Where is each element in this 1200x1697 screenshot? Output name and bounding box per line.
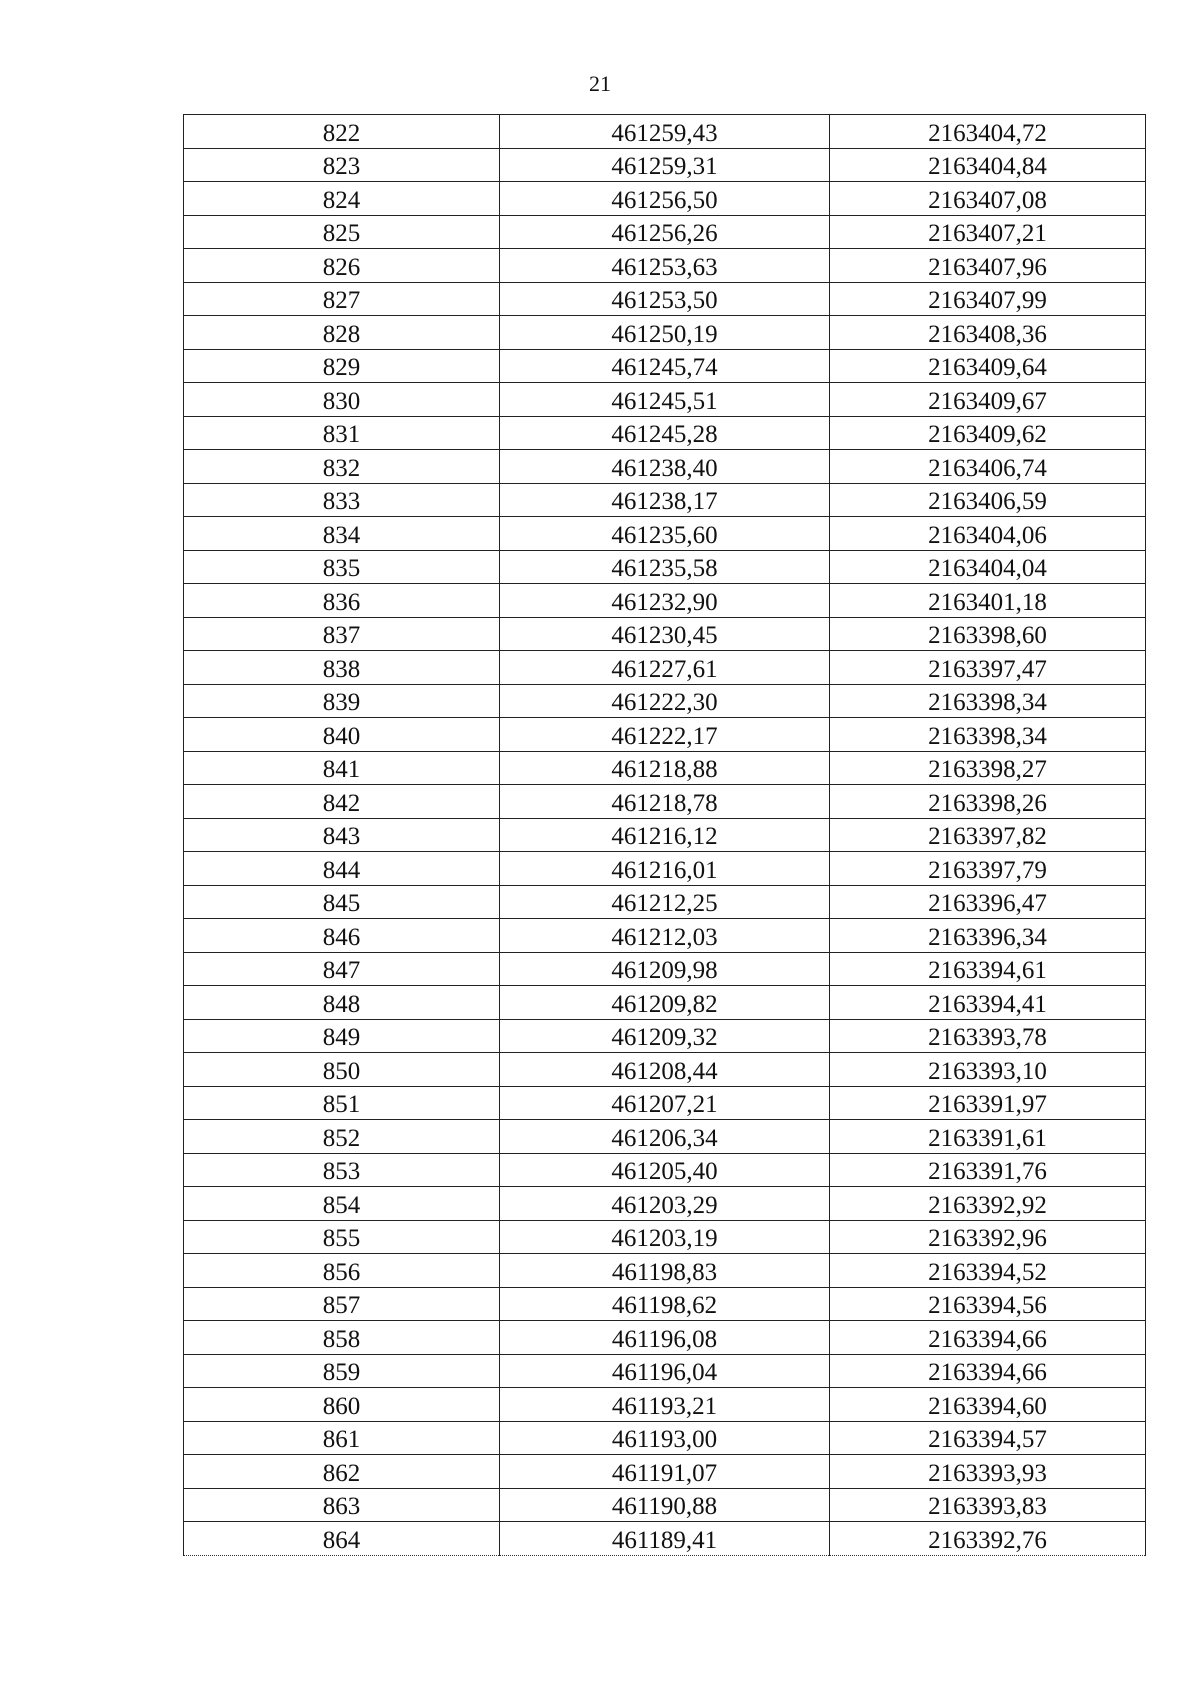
table-row bbox=[184, 182, 1146, 216]
point-number-cell: 824 bbox=[184, 182, 500, 216]
coordinates-table-body bbox=[184, 115, 1146, 1556]
table-row bbox=[184, 416, 1146, 450]
point-number-cell: 832 bbox=[184, 450, 500, 484]
x-coordinate-cell: 461196,08 bbox=[500, 1321, 830, 1355]
x-coordinate-cell: 461238,40 bbox=[500, 450, 830, 484]
page-number: 21 bbox=[589, 71, 611, 96]
point-number-cell: 861 bbox=[184, 1421, 500, 1455]
y-coordinate-cell: 2163397,82 bbox=[830, 818, 1146, 852]
table-row bbox=[184, 852, 1146, 886]
table-row bbox=[184, 651, 1146, 685]
y-coordinate-cell: 2163394,61 bbox=[830, 952, 1146, 986]
point-number-cell: 857 bbox=[184, 1287, 500, 1321]
point-number-cell: 850 bbox=[184, 1053, 500, 1087]
table-row bbox=[184, 1287, 1146, 1321]
table-row bbox=[184, 1254, 1146, 1288]
point-number-cell: 854 bbox=[184, 1187, 500, 1221]
table-row bbox=[184, 1488, 1146, 1522]
x-coordinate-cell: 461232,90 bbox=[500, 584, 830, 618]
point-number-cell: 836 bbox=[184, 584, 500, 618]
y-coordinate-cell: 2163393,83 bbox=[830, 1488, 1146, 1522]
point-number-cell: 829 bbox=[184, 349, 500, 383]
x-coordinate-cell: 461216,01 bbox=[500, 852, 830, 886]
y-coordinate-cell: 2163409,67 bbox=[830, 383, 1146, 417]
y-coordinate-cell: 2163406,59 bbox=[830, 483, 1146, 517]
x-coordinate-cell: 461203,19 bbox=[500, 1220, 830, 1254]
point-number-cell: 843 bbox=[184, 818, 500, 852]
y-coordinate-cell: 2163393,78 bbox=[830, 1019, 1146, 1053]
table-row bbox=[184, 919, 1146, 953]
y-coordinate-cell: 2163398,34 bbox=[830, 718, 1146, 752]
table-row bbox=[184, 1388, 1146, 1422]
x-coordinate-cell: 461253,63 bbox=[500, 249, 830, 283]
point-number-cell: 835 bbox=[184, 550, 500, 584]
table-row bbox=[184, 1220, 1146, 1254]
y-coordinate-cell: 2163393,10 bbox=[830, 1053, 1146, 1087]
table-row bbox=[184, 952, 1146, 986]
y-coordinate-cell: 2163407,08 bbox=[830, 182, 1146, 216]
y-coordinate-cell: 2163394,56 bbox=[830, 1287, 1146, 1321]
y-coordinate-cell: 2163392,96 bbox=[830, 1220, 1146, 1254]
table-row bbox=[184, 1019, 1146, 1053]
y-coordinate-cell: 2163391,76 bbox=[830, 1153, 1146, 1187]
x-coordinate-cell: 461238,17 bbox=[500, 483, 830, 517]
y-coordinate-cell: 2163407,21 bbox=[830, 215, 1146, 249]
x-coordinate-cell: 461222,30 bbox=[500, 684, 830, 718]
table-row bbox=[184, 282, 1146, 316]
y-coordinate-cell: 2163408,36 bbox=[830, 316, 1146, 350]
table-row bbox=[184, 718, 1146, 752]
table-row bbox=[184, 1321, 1146, 1355]
table-row bbox=[184, 1354, 1146, 1388]
y-coordinate-cell: 2163396,34 bbox=[830, 919, 1146, 953]
x-coordinate-cell: 461222,17 bbox=[500, 718, 830, 752]
x-coordinate-cell: 461259,43 bbox=[500, 115, 830, 149]
x-coordinate-cell: 461245,74 bbox=[500, 349, 830, 383]
x-coordinate-cell: 461209,32 bbox=[500, 1019, 830, 1053]
x-coordinate-cell: 461259,31 bbox=[500, 148, 830, 182]
point-number-cell: 849 bbox=[184, 1019, 500, 1053]
x-coordinate-cell: 461227,61 bbox=[500, 651, 830, 685]
y-coordinate-cell: 2163394,66 bbox=[830, 1354, 1146, 1388]
point-number-cell: 822 bbox=[184, 115, 500, 149]
x-coordinate-cell: 461193,21 bbox=[500, 1388, 830, 1422]
table-row bbox=[184, 215, 1146, 249]
point-number-cell: 839 bbox=[184, 684, 500, 718]
table-row bbox=[184, 115, 1146, 149]
y-coordinate-cell: 2163394,60 bbox=[830, 1388, 1146, 1422]
x-coordinate-cell: 461206,34 bbox=[500, 1120, 830, 1154]
x-coordinate-cell: 461212,03 bbox=[500, 919, 830, 953]
point-number-cell: 827 bbox=[184, 282, 500, 316]
point-number-cell: 860 bbox=[184, 1388, 500, 1422]
table-row bbox=[184, 316, 1146, 350]
point-number-cell: 842 bbox=[184, 785, 500, 819]
point-number-cell: 834 bbox=[184, 517, 500, 551]
table-row bbox=[184, 1187, 1146, 1221]
point-number-cell: 831 bbox=[184, 416, 500, 450]
table-row bbox=[184, 1120, 1146, 1154]
table-row bbox=[184, 450, 1146, 484]
y-coordinate-cell: 2163397,79 bbox=[830, 852, 1146, 886]
table-row bbox=[184, 1086, 1146, 1120]
y-coordinate-cell: 2163398,34 bbox=[830, 684, 1146, 718]
y-coordinate-cell: 2163404,04 bbox=[830, 550, 1146, 584]
x-coordinate-cell: 461216,12 bbox=[500, 818, 830, 852]
point-number-cell: 864 bbox=[184, 1522, 500, 1556]
y-coordinate-cell: 2163409,62 bbox=[830, 416, 1146, 450]
x-coordinate-cell: 461235,58 bbox=[500, 550, 830, 584]
point-number-cell: 840 bbox=[184, 718, 500, 752]
x-coordinate-cell: 461207,21 bbox=[500, 1086, 830, 1120]
point-number-cell: 833 bbox=[184, 483, 500, 517]
table-row bbox=[184, 383, 1146, 417]
x-coordinate-cell: 461250,19 bbox=[500, 316, 830, 350]
y-coordinate-cell: 2163407,96 bbox=[830, 249, 1146, 283]
x-coordinate-cell: 461218,78 bbox=[500, 785, 830, 819]
x-coordinate-cell: 461190,88 bbox=[500, 1488, 830, 1522]
y-coordinate-cell: 2163394,57 bbox=[830, 1421, 1146, 1455]
y-coordinate-cell: 2163398,60 bbox=[830, 617, 1146, 651]
table-row bbox=[184, 785, 1146, 819]
table-row bbox=[184, 1153, 1146, 1187]
point-number-cell: 855 bbox=[184, 1220, 500, 1254]
coordinates-table bbox=[183, 114, 1146, 1556]
table-row bbox=[184, 684, 1146, 718]
point-number-cell: 859 bbox=[184, 1354, 500, 1388]
point-number-cell: 844 bbox=[184, 852, 500, 886]
y-coordinate-cell: 2163394,41 bbox=[830, 986, 1146, 1020]
y-coordinate-cell: 2163409,64 bbox=[830, 349, 1146, 383]
table-row bbox=[184, 148, 1146, 182]
x-coordinate-cell: 461198,83 bbox=[500, 1254, 830, 1288]
x-coordinate-cell: 461256,26 bbox=[500, 215, 830, 249]
table-row bbox=[184, 751, 1146, 785]
y-coordinate-cell: 2163393,93 bbox=[830, 1455, 1146, 1489]
y-coordinate-cell: 2163394,66 bbox=[830, 1321, 1146, 1355]
point-number-cell: 838 bbox=[184, 651, 500, 685]
point-number-cell: 858 bbox=[184, 1321, 500, 1355]
y-coordinate-cell: 2163401,18 bbox=[830, 584, 1146, 618]
table-row bbox=[184, 617, 1146, 651]
table-row bbox=[184, 986, 1146, 1020]
x-coordinate-cell: 461245,28 bbox=[500, 416, 830, 450]
table-row bbox=[184, 584, 1146, 618]
y-coordinate-cell: 2163394,52 bbox=[830, 1254, 1146, 1288]
point-number-cell: 837 bbox=[184, 617, 500, 651]
x-coordinate-cell: 461203,29 bbox=[500, 1187, 830, 1221]
point-number-cell: 848 bbox=[184, 986, 500, 1020]
x-coordinate-cell: 461209,82 bbox=[500, 986, 830, 1020]
point-number-cell: 853 bbox=[184, 1153, 500, 1187]
y-coordinate-cell: 2163391,61 bbox=[830, 1120, 1146, 1154]
y-coordinate-cell: 2163397,47 bbox=[830, 651, 1146, 685]
y-coordinate-cell: 2163392,92 bbox=[830, 1187, 1146, 1221]
x-coordinate-cell: 461235,60 bbox=[500, 517, 830, 551]
x-coordinate-cell: 461196,04 bbox=[500, 1354, 830, 1388]
y-coordinate-cell: 2163406,74 bbox=[830, 450, 1146, 484]
point-number-cell: 845 bbox=[184, 885, 500, 919]
table-row bbox=[184, 1053, 1146, 1087]
x-coordinate-cell: 461209,98 bbox=[500, 952, 830, 986]
y-coordinate-cell: 2163404,72 bbox=[830, 115, 1146, 149]
point-number-cell: 851 bbox=[184, 1086, 500, 1120]
point-number-cell: 847 bbox=[184, 952, 500, 986]
x-coordinate-cell: 461193,00 bbox=[500, 1421, 830, 1455]
table-row bbox=[184, 818, 1146, 852]
y-coordinate-cell: 2163404,06 bbox=[830, 517, 1146, 551]
table-row bbox=[184, 885, 1146, 919]
point-number-cell: 846 bbox=[184, 919, 500, 953]
y-coordinate-cell: 2163391,97 bbox=[830, 1086, 1146, 1120]
x-coordinate-cell: 461230,45 bbox=[500, 617, 830, 651]
x-coordinate-cell: 461212,25 bbox=[500, 885, 830, 919]
table-row bbox=[184, 1455, 1146, 1489]
y-coordinate-cell: 2163404,84 bbox=[830, 148, 1146, 182]
point-number-cell: 841 bbox=[184, 751, 500, 785]
y-coordinate-cell: 2163398,26 bbox=[830, 785, 1146, 819]
x-coordinate-cell: 461208,44 bbox=[500, 1053, 830, 1087]
table-row bbox=[184, 1522, 1146, 1556]
point-number-cell: 825 bbox=[184, 215, 500, 249]
y-coordinate-cell: 2163396,47 bbox=[830, 885, 1146, 919]
point-number-cell: 823 bbox=[184, 148, 500, 182]
x-coordinate-cell: 461191,07 bbox=[500, 1455, 830, 1489]
point-number-cell: 862 bbox=[184, 1455, 500, 1489]
point-number-cell: 863 bbox=[184, 1488, 500, 1522]
y-coordinate-cell: 2163407,99 bbox=[830, 282, 1146, 316]
x-coordinate-cell: 461198,62 bbox=[500, 1287, 830, 1321]
point-number-cell: 856 bbox=[184, 1254, 500, 1288]
table-row bbox=[184, 1421, 1146, 1455]
x-coordinate-cell: 461253,50 bbox=[500, 282, 830, 316]
x-coordinate-cell: 461218,88 bbox=[500, 751, 830, 785]
point-number-cell: 828 bbox=[184, 316, 500, 350]
point-number-cell: 852 bbox=[184, 1120, 500, 1154]
table-row bbox=[184, 349, 1146, 383]
point-number-cell: 830 bbox=[184, 383, 500, 417]
table-row bbox=[184, 249, 1146, 283]
table-row bbox=[184, 483, 1146, 517]
x-coordinate-cell: 461256,50 bbox=[500, 182, 830, 216]
x-coordinate-cell: 461189,41 bbox=[500, 1522, 830, 1556]
point-number-cell: 826 bbox=[184, 249, 500, 283]
table-row bbox=[184, 550, 1146, 584]
table-row bbox=[184, 517, 1146, 551]
x-coordinate-cell: 461205,40 bbox=[500, 1153, 830, 1187]
y-coordinate-cell: 2163398,27 bbox=[830, 751, 1146, 785]
x-coordinate-cell: 461245,51 bbox=[500, 383, 830, 417]
y-coordinate-cell: 2163392,76 bbox=[830, 1522, 1146, 1556]
